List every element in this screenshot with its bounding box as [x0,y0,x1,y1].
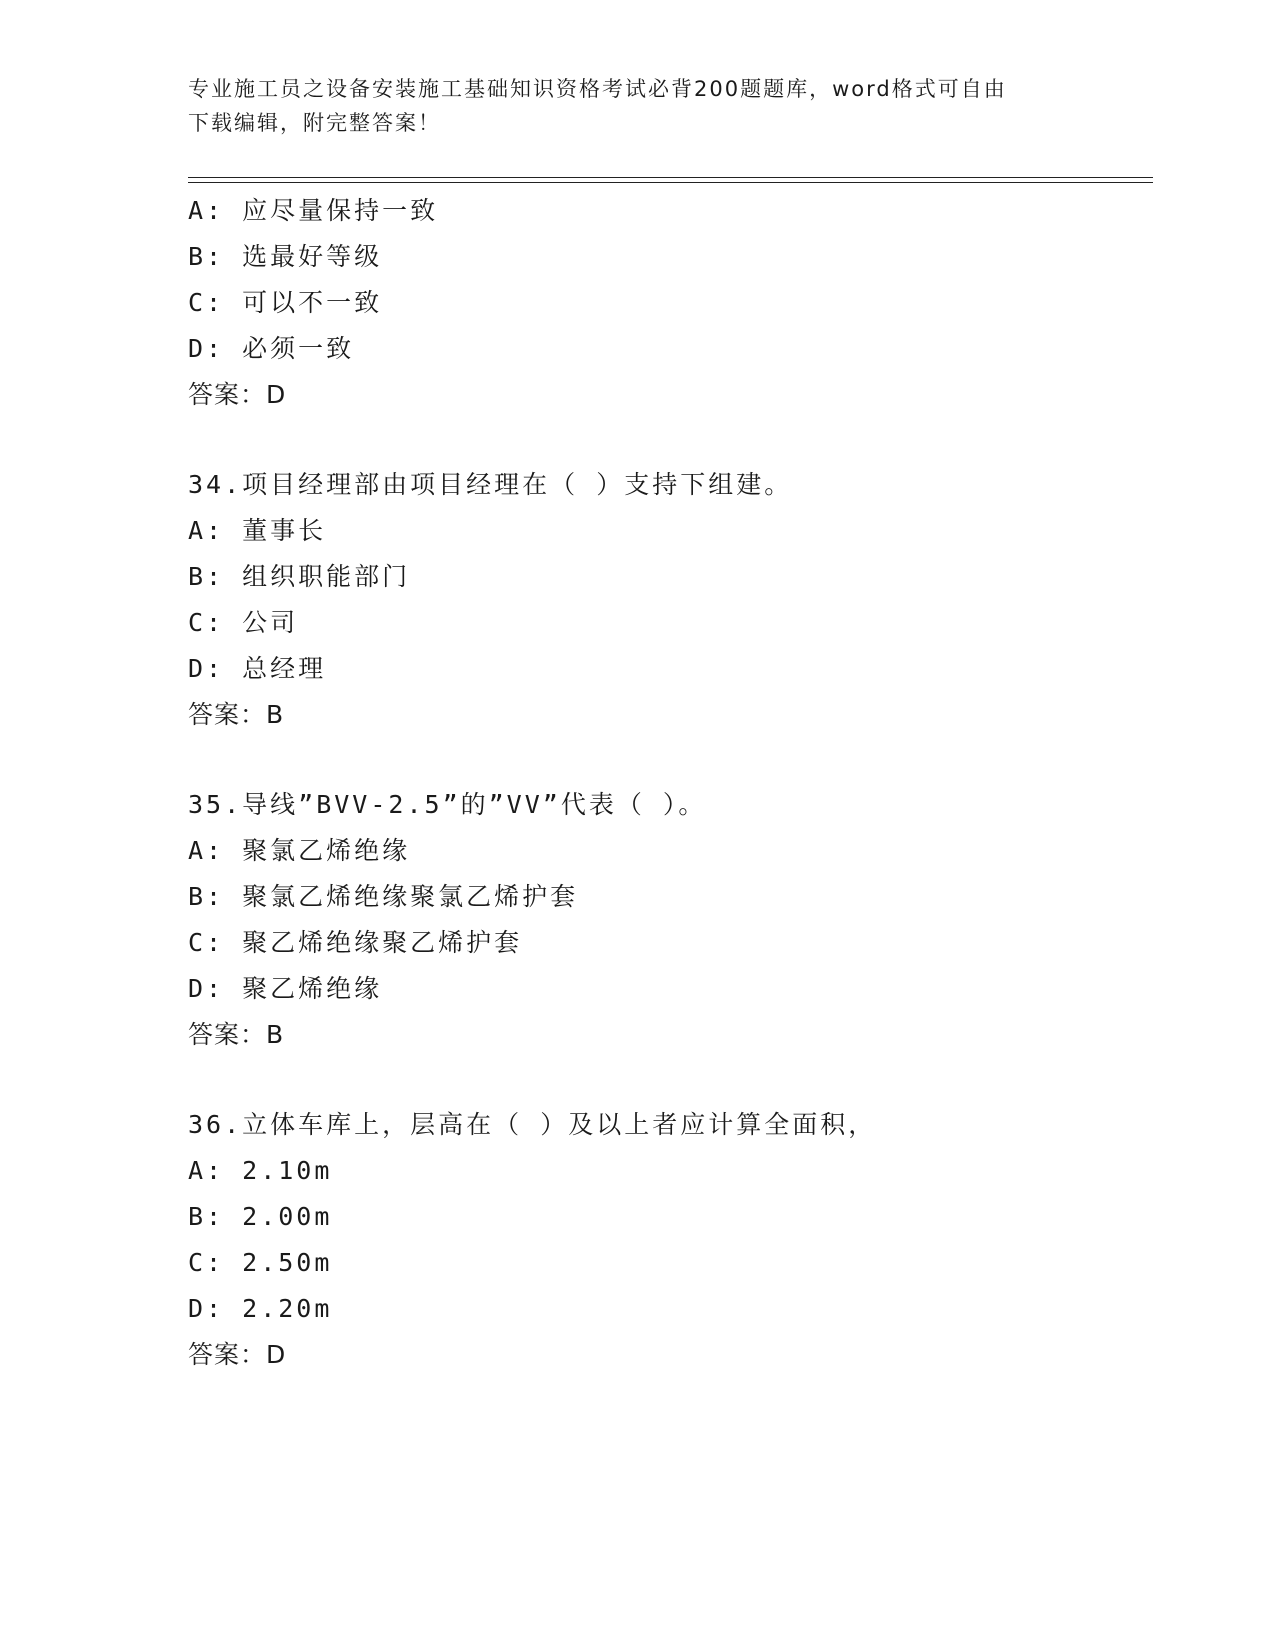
answer-line: 答案：B [188,1020,285,1049]
option-d: D: 聚乙烯绝缘 [188,974,383,1003]
question-block [188,462,1148,738]
option-a: A: 应尽量保持一致 [188,196,439,225]
question-text: 35.导线”BVV-2.5”的”VV”代表（ ）。 [188,790,707,819]
header-line-1: 专业施工员之设备安装施工基础知识资格考试必背200题题库，word格式可自由 [188,77,1007,101]
block-spacer [188,738,1148,782]
question-block [188,1102,1148,1378]
header-divider-top [188,177,1153,178]
option-a: A: 聚氯乙烯绝缘 [188,836,411,865]
header-line-2: 下载编辑，附完整答案！ [188,111,441,135]
option-b: B: 2.00m [188,1202,333,1231]
question-text: 34.项目经理部由项目经理在（ ）支持下组建。 [188,470,793,499]
block-spacer [188,418,1148,462]
option-c: C: 公司 [188,608,299,637]
question-text: 36.立体车库上，层高在（ ）及以上者应计算全面积， [188,1110,877,1139]
option-b: B: 聚氯乙烯绝缘聚氯乙烯护套 [188,882,579,911]
answer-line: 答案：D [188,1340,287,1369]
answer-line: 答案：B [188,700,285,729]
option-c: C: 可以不一致 [188,288,383,317]
option-d: D: 2.20m [188,1294,333,1323]
block-spacer [188,1058,1148,1102]
option-c: C: 2.50m [188,1248,333,1277]
question-block [188,188,1148,418]
option-c: C: 聚乙烯绝缘聚乙烯护套 [188,928,523,957]
option-d: D: 总经理 [188,654,327,683]
question-list [188,188,1148,1378]
answer-line: 答案：D [188,380,287,409]
question-block [188,782,1148,1058]
option-b: B: 选最好等级 [188,242,383,271]
header-divider-bottom [188,182,1153,183]
option-a: A: 董事长 [188,516,327,545]
option-b: B: 组织职能部门 [188,562,411,591]
option-d: D: 必须一致 [188,334,355,363]
document-header [188,72,1088,140]
option-a: A: 2.10m [188,1156,333,1185]
